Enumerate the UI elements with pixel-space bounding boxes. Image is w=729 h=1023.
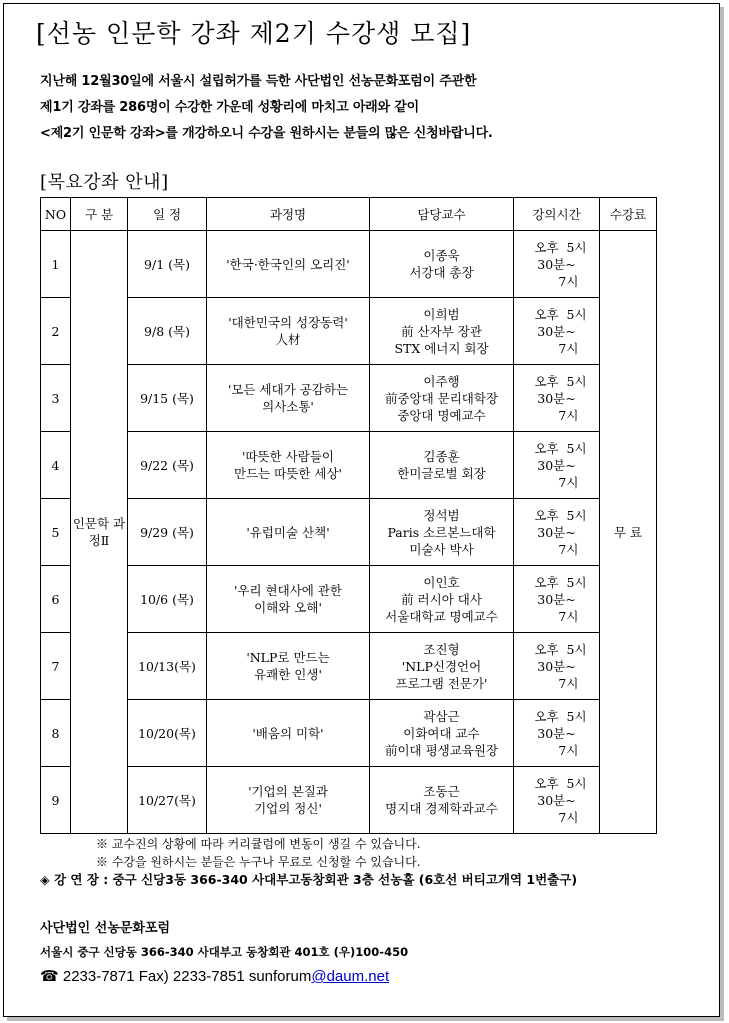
time-line: 오후 5시 xyxy=(534,775,587,791)
row-professor xyxy=(370,566,514,633)
course-line: 人材 xyxy=(275,332,301,347)
row-time xyxy=(514,365,600,432)
row-professor xyxy=(370,499,514,566)
professor-line: 前이대 평생교육원장 xyxy=(384,742,499,758)
time-line: 30분~ xyxy=(537,390,576,406)
note-2: ※ 수강을 원하시는 분들은 누구나 무료로 신청할 수 있습니다. xyxy=(96,855,421,869)
time-line: 7시 xyxy=(534,474,579,490)
table-row xyxy=(41,298,657,365)
row-no: 1 xyxy=(41,231,71,298)
table-row xyxy=(41,499,657,566)
course-line: '유럽미술 산책' xyxy=(246,524,330,540)
time-line: 7시 xyxy=(534,809,579,825)
table-row xyxy=(41,432,657,499)
time-line: 7시 xyxy=(534,407,579,423)
row-no: 2 xyxy=(41,298,71,365)
course-line: 이해와 오해' xyxy=(254,600,322,615)
professor-line: 조진형 xyxy=(423,641,460,657)
professor-line: 조동근 xyxy=(423,784,460,799)
row-professor xyxy=(370,365,514,432)
professor-line: 한미글로벌 회장 xyxy=(397,466,486,481)
time-line: 30분~ xyxy=(537,658,576,674)
organization-address: 서울시 중구 신당동 366-340 사대부고 동창회관 401호 (우)100-450 xyxy=(40,945,409,959)
row-date: 9/29 (목) xyxy=(128,499,207,566)
row-date: 9/15 (목) xyxy=(128,365,207,432)
row-professor xyxy=(370,633,514,700)
row-date: 10/13(목) xyxy=(128,633,207,700)
row-no: 6 xyxy=(41,566,71,633)
professor-line: 前 산자부 장관 xyxy=(401,323,482,339)
professor-line: 이종욱 xyxy=(423,248,460,263)
professor-line: Paris 소르본느대학 xyxy=(387,524,496,540)
professor-line: 이화여대 교수 xyxy=(403,725,480,741)
time-line: 30분~ xyxy=(537,524,576,540)
time-line: 30분~ xyxy=(537,591,576,607)
time-line: 7시 xyxy=(534,541,579,557)
time-line: 7시 xyxy=(534,675,579,691)
row-time xyxy=(514,298,600,365)
professor-line: 미술사 박사 xyxy=(409,541,474,557)
time-line: 7시 xyxy=(534,273,579,289)
time-line: 오후 5시 xyxy=(534,641,587,657)
row-professor xyxy=(370,231,514,298)
row-course xyxy=(207,700,370,767)
row-date: 10/27(목) xyxy=(128,767,207,834)
header-no: NO xyxy=(41,198,71,231)
venue-info: ◈ 강 연 장 : 중구 신당3동 366-340 사대부고동창회관 3층 선농홀 (6호선 버티고개역 1번출구) xyxy=(40,872,578,887)
course-line: 만드는 따뜻한 세상' xyxy=(234,466,342,481)
time-line: 오후 5시 xyxy=(534,373,587,389)
intro-line-3: <제2기 인문학 강좌>를 개강하오니 수강을 원하시는 분들의 많은 신청바랍니다. xyxy=(40,126,493,141)
professor-line: 前중앙대 문리대학장 xyxy=(384,390,499,406)
row-course xyxy=(207,633,370,700)
professor-line: 서울대학교 명예교수 xyxy=(385,608,498,624)
course-line: '대한민국의 성장동력' xyxy=(228,315,348,330)
table-header-row xyxy=(41,198,657,231)
row-date: 9/1 (목) xyxy=(128,231,207,298)
row-date: 10/6 (목) xyxy=(128,566,207,633)
row-professor xyxy=(370,700,514,767)
course-line: 기업의 정신' xyxy=(254,801,322,816)
table-row xyxy=(41,633,657,700)
professor-line: STX 에너지 회장 xyxy=(394,340,489,356)
table-row xyxy=(41,700,657,767)
note-1: ※ 교수진의 상황에 따라 커리큘럼에 변동이 생길 수 있습니다. xyxy=(96,837,421,851)
row-professor xyxy=(370,432,514,499)
table-row xyxy=(41,231,657,298)
course-line: 'NLP로 만드는 xyxy=(246,650,330,665)
professor-line: 중앙대 명예교수 xyxy=(397,407,486,423)
course-line: '모든 세대가 공감하는 xyxy=(227,382,349,397)
row-no: 8 xyxy=(41,700,71,767)
page-title: [선농 인문학 강좌 제2기 수강생 모집] xyxy=(36,19,472,48)
time-line: 오후 5시 xyxy=(534,306,587,322)
row-course xyxy=(207,432,370,499)
organization-name: 사단법인 선농문화포럼 xyxy=(40,921,171,936)
time-line: 30분~ xyxy=(537,457,576,473)
contact-info xyxy=(40,967,389,985)
course-line: 유쾌한 인생' xyxy=(254,667,322,682)
contact-phone: 2233-7871 Fax) 2233-7851 sunforum xyxy=(58,968,312,985)
email-link[interactable]: @daum.net xyxy=(311,968,390,985)
professor-line: 프로그램 전문가' xyxy=(395,675,488,691)
time-line: 7시 xyxy=(534,608,579,624)
schedule-table xyxy=(40,197,657,834)
section-title: [목요강좌 안내] xyxy=(40,172,169,193)
time-line: 30분~ xyxy=(537,323,576,339)
professor-line: 이인호 xyxy=(423,574,460,590)
time-line: 오후 5시 xyxy=(534,574,587,590)
row-time xyxy=(514,566,600,633)
row-time xyxy=(514,231,600,298)
professor-line: 곽삼근 xyxy=(423,708,460,724)
row-time xyxy=(514,700,600,767)
header-category: 구 분 xyxy=(71,198,128,231)
phone-icon: ☎ xyxy=(40,968,59,985)
time-line: 오후 5시 xyxy=(534,708,587,724)
course-line: '기업의 본질과 xyxy=(248,784,328,799)
professor-line: 'NLP신경언어 xyxy=(401,658,482,674)
row-course xyxy=(207,231,370,298)
table-row xyxy=(41,566,657,633)
row-course xyxy=(207,365,370,432)
time-line: 30분~ xyxy=(537,256,576,272)
row-time xyxy=(514,633,600,700)
professor-line: 이주행 xyxy=(423,373,460,389)
course-line: '한국·한국인의 오리진' xyxy=(226,256,350,272)
header-fee: 수강료 xyxy=(600,198,657,231)
intro-line-2: 제1기 강좌를 286명이 수강한 가운데 성황리에 마치고 아래와 같이 xyxy=(40,100,419,115)
time-line: 7시 xyxy=(534,340,579,356)
table-row xyxy=(41,767,657,834)
row-professor xyxy=(370,767,514,834)
row-no: 4 xyxy=(41,432,71,499)
time-line: 30분~ xyxy=(537,792,576,808)
professor-line: 명지대 경제학과교수 xyxy=(385,801,498,816)
row-time xyxy=(514,432,600,499)
course-line: '따뜻한 사람들이 xyxy=(242,449,334,464)
header-course: 과정명 xyxy=(207,198,370,231)
row-course xyxy=(207,566,370,633)
professor-line: 김종훈 xyxy=(423,449,460,464)
row-category: 인문학 과정Ⅱ xyxy=(71,231,128,834)
course-line: '배움의 미학' xyxy=(252,725,324,741)
course-line: 의사소통' xyxy=(262,399,314,414)
time-line: 오후 5시 xyxy=(534,440,587,456)
row-course xyxy=(207,298,370,365)
row-time xyxy=(514,499,600,566)
professor-line: 前 러시아 대사 xyxy=(401,591,482,607)
row-course xyxy=(207,767,370,834)
time-line: 오후 5시 xyxy=(534,239,587,255)
course-line: '우리 현대사에 관한 xyxy=(234,583,342,598)
professor-line: 이희범 xyxy=(423,306,460,322)
header-time: 강의시간 xyxy=(514,198,600,231)
header-professor: 담당교수 xyxy=(370,198,514,231)
row-professor xyxy=(370,298,514,365)
row-fee: 무 료 xyxy=(600,231,657,834)
intro-line-1: 지난해 12월30일에 서울시 설립허가를 득한 사단법인 선농문화포럼이 주관한 xyxy=(40,74,477,89)
row-no: 3 xyxy=(41,365,71,432)
row-date: 9/22 (목) xyxy=(128,432,207,499)
row-date: 10/20(목) xyxy=(128,700,207,767)
table-row xyxy=(41,365,657,432)
time-line: 30분~ xyxy=(537,725,576,741)
row-no: 5 xyxy=(41,499,71,566)
row-no: 7 xyxy=(41,633,71,700)
row-time xyxy=(514,767,600,834)
header-date: 일 정 xyxy=(128,198,207,231)
row-course xyxy=(207,499,370,566)
row-no: 9 xyxy=(41,767,71,834)
time-line: 오후 5시 xyxy=(534,507,587,523)
professor-line: 정석범 xyxy=(423,507,460,523)
time-line: 7시 xyxy=(534,742,579,758)
row-date: 9/8 (목) xyxy=(128,298,207,365)
professor-line: 서강대 총장 xyxy=(409,265,474,280)
